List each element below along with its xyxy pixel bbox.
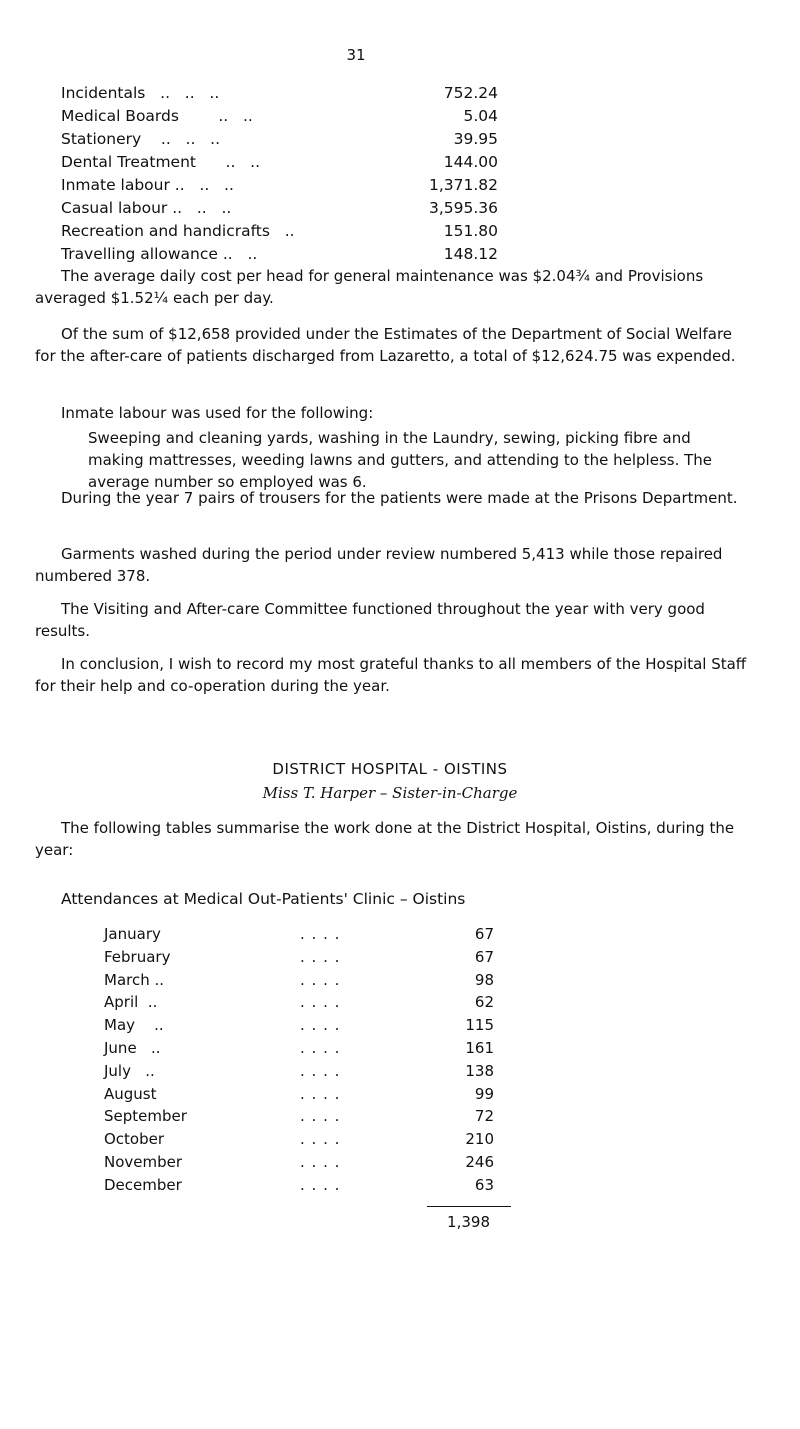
page-number: 31 [346,46,366,64]
table-row [104,1016,494,1039]
paragraph-tables-intro: The following tables summarise the work done at the District Hospital, Oistins, during the year: [35,819,735,859]
expense-value: 752.24 [443,84,498,102]
month-value: 161 [465,1038,494,1057]
paragraph-committee: The Visiting and After-care Committee functioned throughout the year with very good results. [35,600,705,640]
month-label: December [104,1175,182,1194]
expense-row [61,176,498,199]
leader-dots: . . . . [300,993,341,1012]
table-row [104,1038,494,1062]
table-row [104,993,494,1016]
month-value: 98 [474,970,494,989]
expense-label: Travelling allowance .. .. [61,245,258,263]
expense-label: Dental Treatment .. .. [61,153,261,171]
month-value: 62 [474,993,494,1012]
expense-label: Medical Boards .. .. [61,107,253,125]
paragraph-garments: Garments washed during the period under review numbered 5,413 while those repaired numbered 378. [35,545,723,585]
expense-row [61,222,498,245]
month-label: August [104,1084,157,1103]
expense-label: Casual labour .. .. .. [61,199,232,217]
month-label: June .. [104,1038,161,1057]
table-row [104,1175,494,1199]
month-value: 72 [474,1107,494,1126]
section-heading: DISTRICT HOSPITAL - OISTINS [272,760,508,778]
leader-dots: . . . . [300,1084,341,1103]
leader-dots: . . . . [300,1038,341,1057]
table-title: Attendances at Medical Out-Patients' Clinic – Oistins [61,890,466,908]
expense-value: 148.12 [443,245,498,263]
month-value: 138 [465,1061,494,1080]
table-row [104,1084,494,1108]
table-row [104,947,494,971]
leader-dots: . . . . [300,1016,341,1035]
paragraph-daily-cost: The average daily cost per head for general maintenance was $2.04¾ and Provisions averaged $1.52¼ each per day. [35,267,704,307]
expense-value: 151.80 [443,222,498,240]
expense-row [61,84,498,107]
month-value: 67 [474,925,494,943]
table-row [104,925,494,948]
month-label: October [104,1130,165,1149]
month-label: November [104,1152,183,1171]
expense-row [61,153,498,176]
total-rule [427,1206,511,1207]
expense-value: 5.04 [463,107,498,125]
leader-dots: . . . . [300,1107,341,1126]
leader-dots: . . . . [300,1061,341,1080]
expense-value: 39.95 [453,130,498,148]
leader-dots: . . . . [300,1130,341,1149]
paragraph-conclusion: In conclusion, I wish to record my most grateful thanks to all members of the Hospital Staff for their help and co-operation during the year. [35,655,747,695]
month-value: 99 [474,1084,494,1103]
month-label: April .. [104,993,158,1012]
expense-table [61,84,498,268]
month-label: March .. [104,970,165,989]
section-subheading: Miss T. Harper – Sister-in-Charge [262,784,518,802]
total-value: 1,398 [447,1213,490,1231]
month-value: 210 [465,1130,494,1149]
expense-row [61,199,498,222]
expense-value: 3,595.36 [428,199,498,217]
leader-dots: . . . . [300,925,341,943]
expense-value: 144.00 [443,153,498,171]
expense-value: 1,371.82 [428,176,498,194]
expense-label: Stationery .. .. .. [61,130,221,148]
expense-row [61,130,498,153]
month-label: July .. [104,1061,155,1080]
table-row [104,1152,494,1176]
expense-label: Recreation and handicrafts .. [61,222,295,240]
month-label: May .. [104,1016,164,1035]
paragraph-after-care-funds: Of the sum of $12,658 provided under the Estimates of the Department of Social Welfare for the after-care of patients discharged from Lazaretto, a total of $12,624.75 was expended. [35,325,736,365]
table-row [104,970,494,994]
table-row [104,1061,494,1085]
month-value: 67 [474,947,494,966]
table-row [104,1130,494,1153]
leader-dots: . . . . [300,1175,341,1194]
month-value: 246 [465,1152,494,1171]
month-label: September [104,1107,187,1126]
month-table [104,925,494,1199]
expense-label: Incidentals .. .. .. [61,84,220,102]
month-value: 115 [465,1016,494,1035]
paragraph-inmate-labour-detail: Sweeping and cleaning yards, washing in the Laundry, sewing, picking fibre and making mattresses, weeding lawns and gutters, and attending to the helpless. The average number so employed was 6. [88,429,713,491]
leader-dots: . . . . [300,1152,341,1171]
expense-row [61,107,498,130]
expense-label: Inmate labour .. .. .. [61,176,234,194]
month-value: 63 [474,1175,494,1194]
paragraph-inmate-labour: Inmate labour was used for the following: [61,404,374,422]
month-label: January [104,925,161,943]
leader-dots: . . . . [300,947,341,966]
table-row [104,1107,494,1130]
paragraph-trousers: During the year 7 pairs of trousers for the patients were made at the Prisons Department. [61,489,738,507]
leader-dots: . . . . [300,970,341,989]
month-label: February [104,947,171,966]
